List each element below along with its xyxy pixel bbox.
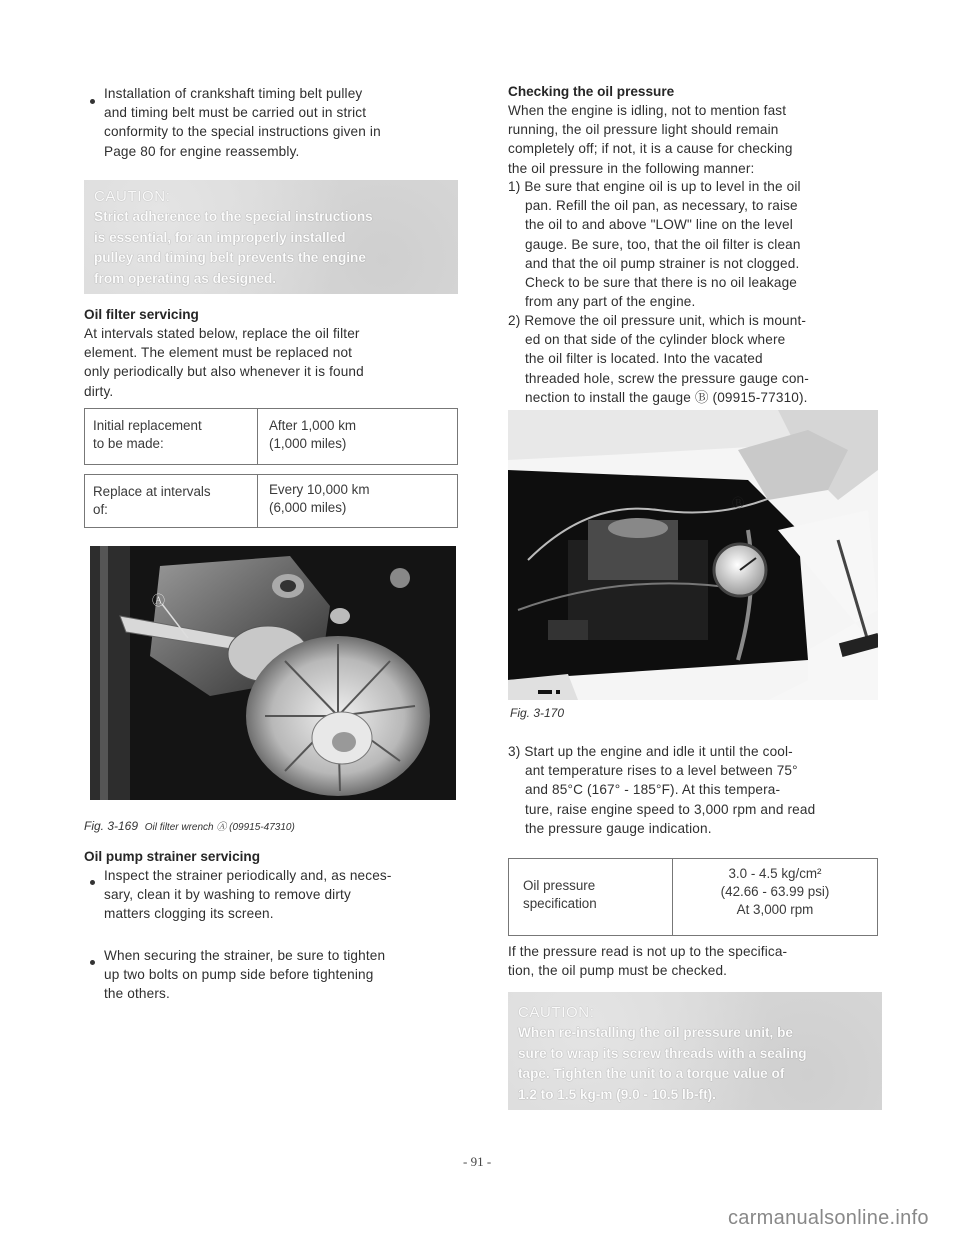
installation-paragraph xyxy=(104,84,464,161)
engine-pressure-gauge-illustration xyxy=(508,410,878,700)
text-line: 1.2 to 1.5 kg-m (9.0 - 10.5 lb-ft). xyxy=(518,1086,716,1102)
text-line: sary, clean it by washing to remove dirty xyxy=(104,887,351,903)
text-line: completely off; if not, it is a cause for checking xyxy=(508,141,793,157)
text-line: is essential, for an improperly installed xyxy=(94,229,346,245)
text-line: and 85°C (167° - 185°F). At this tempera- xyxy=(525,782,781,798)
oil-filter-paragraph xyxy=(84,324,464,401)
text-line: 1) Be sure that engine oil is up to level in the oil xyxy=(508,179,801,194)
table-label-cell xyxy=(523,877,597,935)
text-line: When the engine is idling, not to mention fast xyxy=(508,103,787,118)
text-line: the oil filter is located. Into the vacated xyxy=(525,351,763,367)
text-line: At 3,000 rpm xyxy=(736,902,814,917)
table-label-cell xyxy=(93,417,202,464)
text-line: ant temperature rises to a level between 75° xyxy=(525,763,798,779)
page-number: - 91 - xyxy=(463,1154,492,1169)
table-replace-interval xyxy=(84,474,458,528)
text-line: When re-installing the oil pressure unit, be xyxy=(518,1025,793,1040)
section-heading-oil-pressure: Checking the oil pressure xyxy=(508,84,675,99)
text-line: Replace at intervals xyxy=(93,484,211,499)
text-line: ture, raise engine speed to 3,000 rpm and read xyxy=(525,801,816,817)
oil-pressure-gauge-photo xyxy=(508,410,878,700)
section-heading-strainer: Oil pump strainer servicing xyxy=(84,849,261,864)
table-initial-replacement xyxy=(84,408,458,465)
callout-a-label: Ⓐ xyxy=(152,593,166,608)
figure-caption-3-169 xyxy=(84,818,295,833)
text-line: matters clogging its screen. xyxy=(104,906,274,922)
text-line: 3) Start up the engine and idle it until the cool- xyxy=(508,744,793,759)
caution-box-pressure-unit xyxy=(508,992,882,1110)
figure-caption-3-170: Fig. 3-170 xyxy=(510,706,565,720)
table-label-cell xyxy=(93,483,211,527)
text-line: of: xyxy=(93,502,108,517)
figure-description: Oil filter wrench Ⓐ (09915-47310) xyxy=(144,822,295,833)
caution-box-timing-belt xyxy=(84,180,458,294)
text-line: dirty. xyxy=(84,383,114,399)
caution-title: CAUTION: xyxy=(518,1004,595,1021)
text-line: Inspect the strainer periodically and, as neces- xyxy=(104,868,392,883)
section-heading-oil-filter: Oil filter servicing xyxy=(84,307,199,322)
text-line: to be made: xyxy=(93,436,164,451)
text-line: sure to wrap its screw threads with a sealing xyxy=(518,1045,807,1061)
text-line: Check to be sure that there is no oil leakage xyxy=(525,275,797,291)
text-line: (42.66 - 63.99 psi) xyxy=(720,884,830,899)
caution-body xyxy=(518,1023,807,1105)
caution-title: CAUTION: xyxy=(94,188,171,205)
text-line: Initial replacement xyxy=(93,418,202,433)
text-line: (6,000 miles) xyxy=(269,500,347,515)
bullet-dot xyxy=(90,960,95,965)
text-line: the others. xyxy=(104,986,170,1002)
strainer-bullet-2 xyxy=(104,946,385,1004)
table-divider xyxy=(257,475,258,527)
text-line: Strict adherence to the special instructions xyxy=(94,209,373,224)
text-line: Page 80 for engine reassembly. xyxy=(104,143,300,159)
text-line: from operating as designed. xyxy=(94,270,277,286)
oil-pressure-step-2 xyxy=(508,311,809,407)
text-line: element. The element must be replaced not xyxy=(84,345,353,361)
text-line: and that the oil pump strainer is not clogged. xyxy=(525,255,800,271)
text-line: gauge. Be sure, too, that the oil filter is clean xyxy=(525,236,801,252)
text-line: ed on that side of the cylinder block where xyxy=(525,332,786,348)
text-line: 3.0 - 4.5 kg/cm² xyxy=(728,866,822,881)
oil-pressure-intro xyxy=(508,101,793,178)
text-line: only periodically but also whenever it is found xyxy=(84,364,364,380)
oil-filter-wrench-photo xyxy=(90,546,456,800)
text-line: the oil pressure in the following manner: xyxy=(508,160,755,176)
text-line: up two bolts on pump side before tightening xyxy=(104,967,374,983)
text-line: the pressure gauge indication. xyxy=(525,820,712,836)
text-line: tape. Tighten the unit to a torque value of xyxy=(518,1066,785,1081)
text-line: Installation of crankshaft timing belt pulley xyxy=(104,86,363,101)
text-line: Oil pressure xyxy=(523,878,596,893)
bullet-dot xyxy=(90,880,95,885)
text-line: and timing belt must be carried out in strict xyxy=(104,105,367,121)
table-oil-pressure-spec xyxy=(508,858,878,936)
text-line: At intervals stated below, replace the oil filter xyxy=(84,326,360,341)
oil-pressure-step-1 xyxy=(508,177,801,311)
text-line: If the pressure read is not up to the specifica- xyxy=(508,944,788,959)
callout-b-label: Ⓑ xyxy=(732,496,745,510)
text-line: pulley and timing belt prevents the engine xyxy=(94,250,366,265)
text-line: conformity to the special instructions given in xyxy=(104,124,381,140)
text-line: threaded hole, screw the pressure gauge con- xyxy=(525,370,809,386)
text-line: Every 10,000 km xyxy=(269,482,370,497)
text-line: from any part of the engine. xyxy=(525,294,696,310)
text-line: nection to install the gauge Ⓑ (09915-77310). xyxy=(525,389,808,405)
oil-pressure-step-3 xyxy=(508,742,815,838)
table-value-cell xyxy=(269,417,356,464)
watermark-text: carmanualsonline.info xyxy=(728,1207,929,1229)
table-value-cell xyxy=(269,481,369,527)
text-line: (1,000 miles) xyxy=(269,436,347,451)
text-line: the oil to and above "LOW" line on the level xyxy=(525,217,793,233)
caution-body xyxy=(94,207,373,289)
text-line: When securing the strainer, be sure to tighten xyxy=(104,948,386,963)
text-line: pan. Refill the oil pan, as necessary, to raise xyxy=(525,198,798,214)
text-line: After 1,000 km xyxy=(269,418,357,433)
text-line: running, the oil pressure light should remain xyxy=(508,122,779,138)
text-line: tion, the oil pump must be checked. xyxy=(508,963,728,979)
text-line: 2) Remove the oil pressure unit, which is mount- xyxy=(508,313,807,328)
oil-filter-wrench-illustration xyxy=(90,546,456,800)
text-line: specification xyxy=(523,896,597,911)
table-divider xyxy=(257,409,258,464)
bullet-dot xyxy=(90,99,95,104)
figure-label: Fig. 3-169 xyxy=(84,819,139,833)
strainer-bullet-1 xyxy=(104,866,392,924)
after-table-paragraph xyxy=(508,942,787,980)
table-value-cell xyxy=(673,865,877,935)
